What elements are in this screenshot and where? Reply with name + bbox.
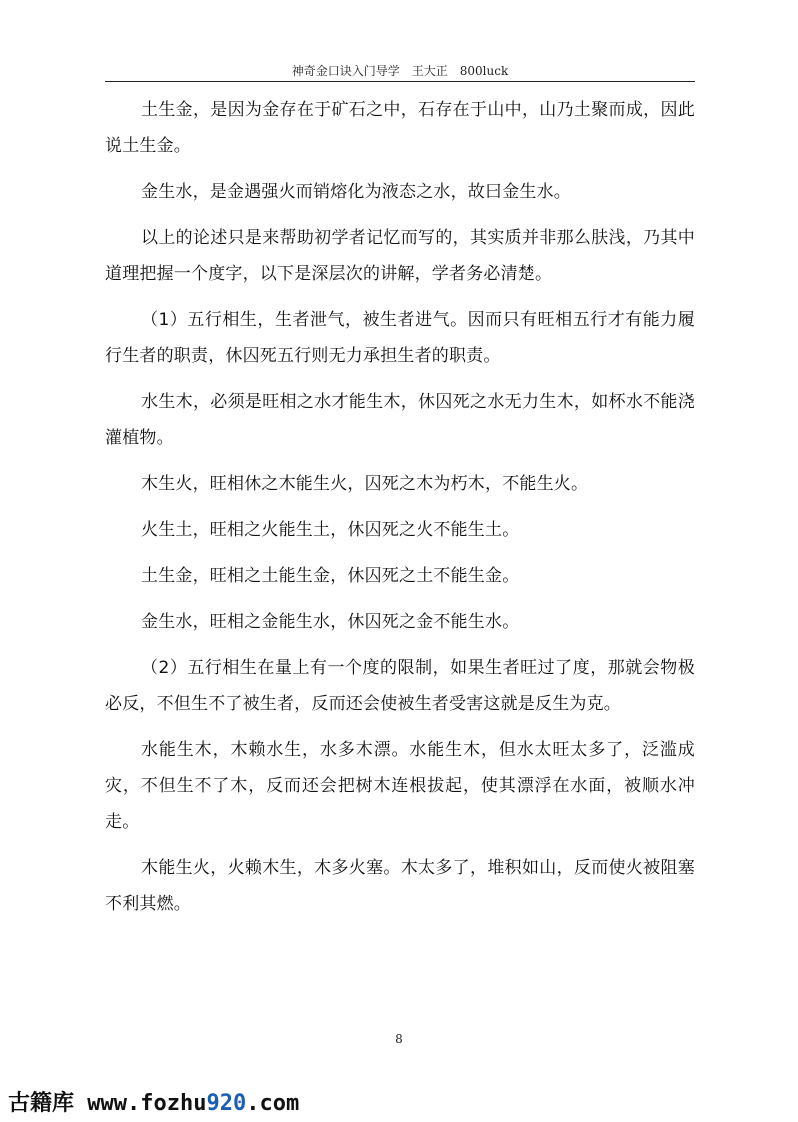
paragraph-11: 水能生木，木赖水生，水多木漂。水能生木，但水太旺太多了，泛滥成灾，不但生不了木，反而还会把树木连根拔起，使其漂浮在水面，被顺水冲走。 — [105, 740, 695, 832]
paragraph-7: 火生土，旺相之火能生土，休囚死之火不能生土。 — [141, 520, 520, 540]
watermark-number: 920 — [206, 1091, 247, 1116]
paragraph-3: 以上的论述只是来帮助初学者记忆而写的，其实质并非那么肤浅，乃其中道理把握一个度字，以下是深层次的讲解，学者务必清楚。 — [105, 228, 695, 284]
paragraph-1: 土生金，是因为金存在于矿石之中，石存在于山中，山乃土聚而成，因此说土生金。 — [105, 100, 695, 156]
paragraph-9: 金生水，旺相之金能生水，休囚死之金不能生水。 — [141, 612, 520, 632]
paragraph-12: 木能生火，火赖木生，木多火塞。木太多了，堆积如山，反而使火被阻塞不利其燃。 — [105, 858, 695, 914]
paragraph-10: （2）五行相生在量上有一个度的限制，如果生者旺过了度，那就会物极必反，不但生不了被生者，反而还会使被生者受害这就是反生为克。 — [105, 658, 695, 714]
paragraph-2: 金生水，是金遇强火而销熔化为液态之水，故曰金生水。 — [141, 182, 571, 202]
paragraph-5: 水生木，必须是旺相之水才能生木，休囚死之水无力生木，如杯水不能浇灌植物。 — [105, 392, 695, 448]
site-watermark — [8, 1086, 299, 1117]
watermark-suffix: .com — [246, 1091, 300, 1116]
header-rule — [105, 81, 695, 82]
page-header: 神奇金口诀入门导学 王大正 800luck — [291, 64, 509, 78]
body-text — [105, 92, 695, 932]
paragraph-6: 木生火，旺相休之木能生火，囚死之木为朽木，不能生火。 — [141, 474, 589, 494]
page-number: 8 — [395, 1032, 403, 1046]
paragraph-8: 土生金，旺相之土能生金，休囚死之土不能生金。 — [141, 566, 520, 586]
watermark-prefix: 古籍库 www.fozhu — [8, 1091, 207, 1116]
paragraph-4: （1）五行相生，生者泄气，被生者进气。因而只有旺相五行才有能力履行生者的职责，休囚死五行则无力承担生者的职责。 — [105, 310, 695, 366]
